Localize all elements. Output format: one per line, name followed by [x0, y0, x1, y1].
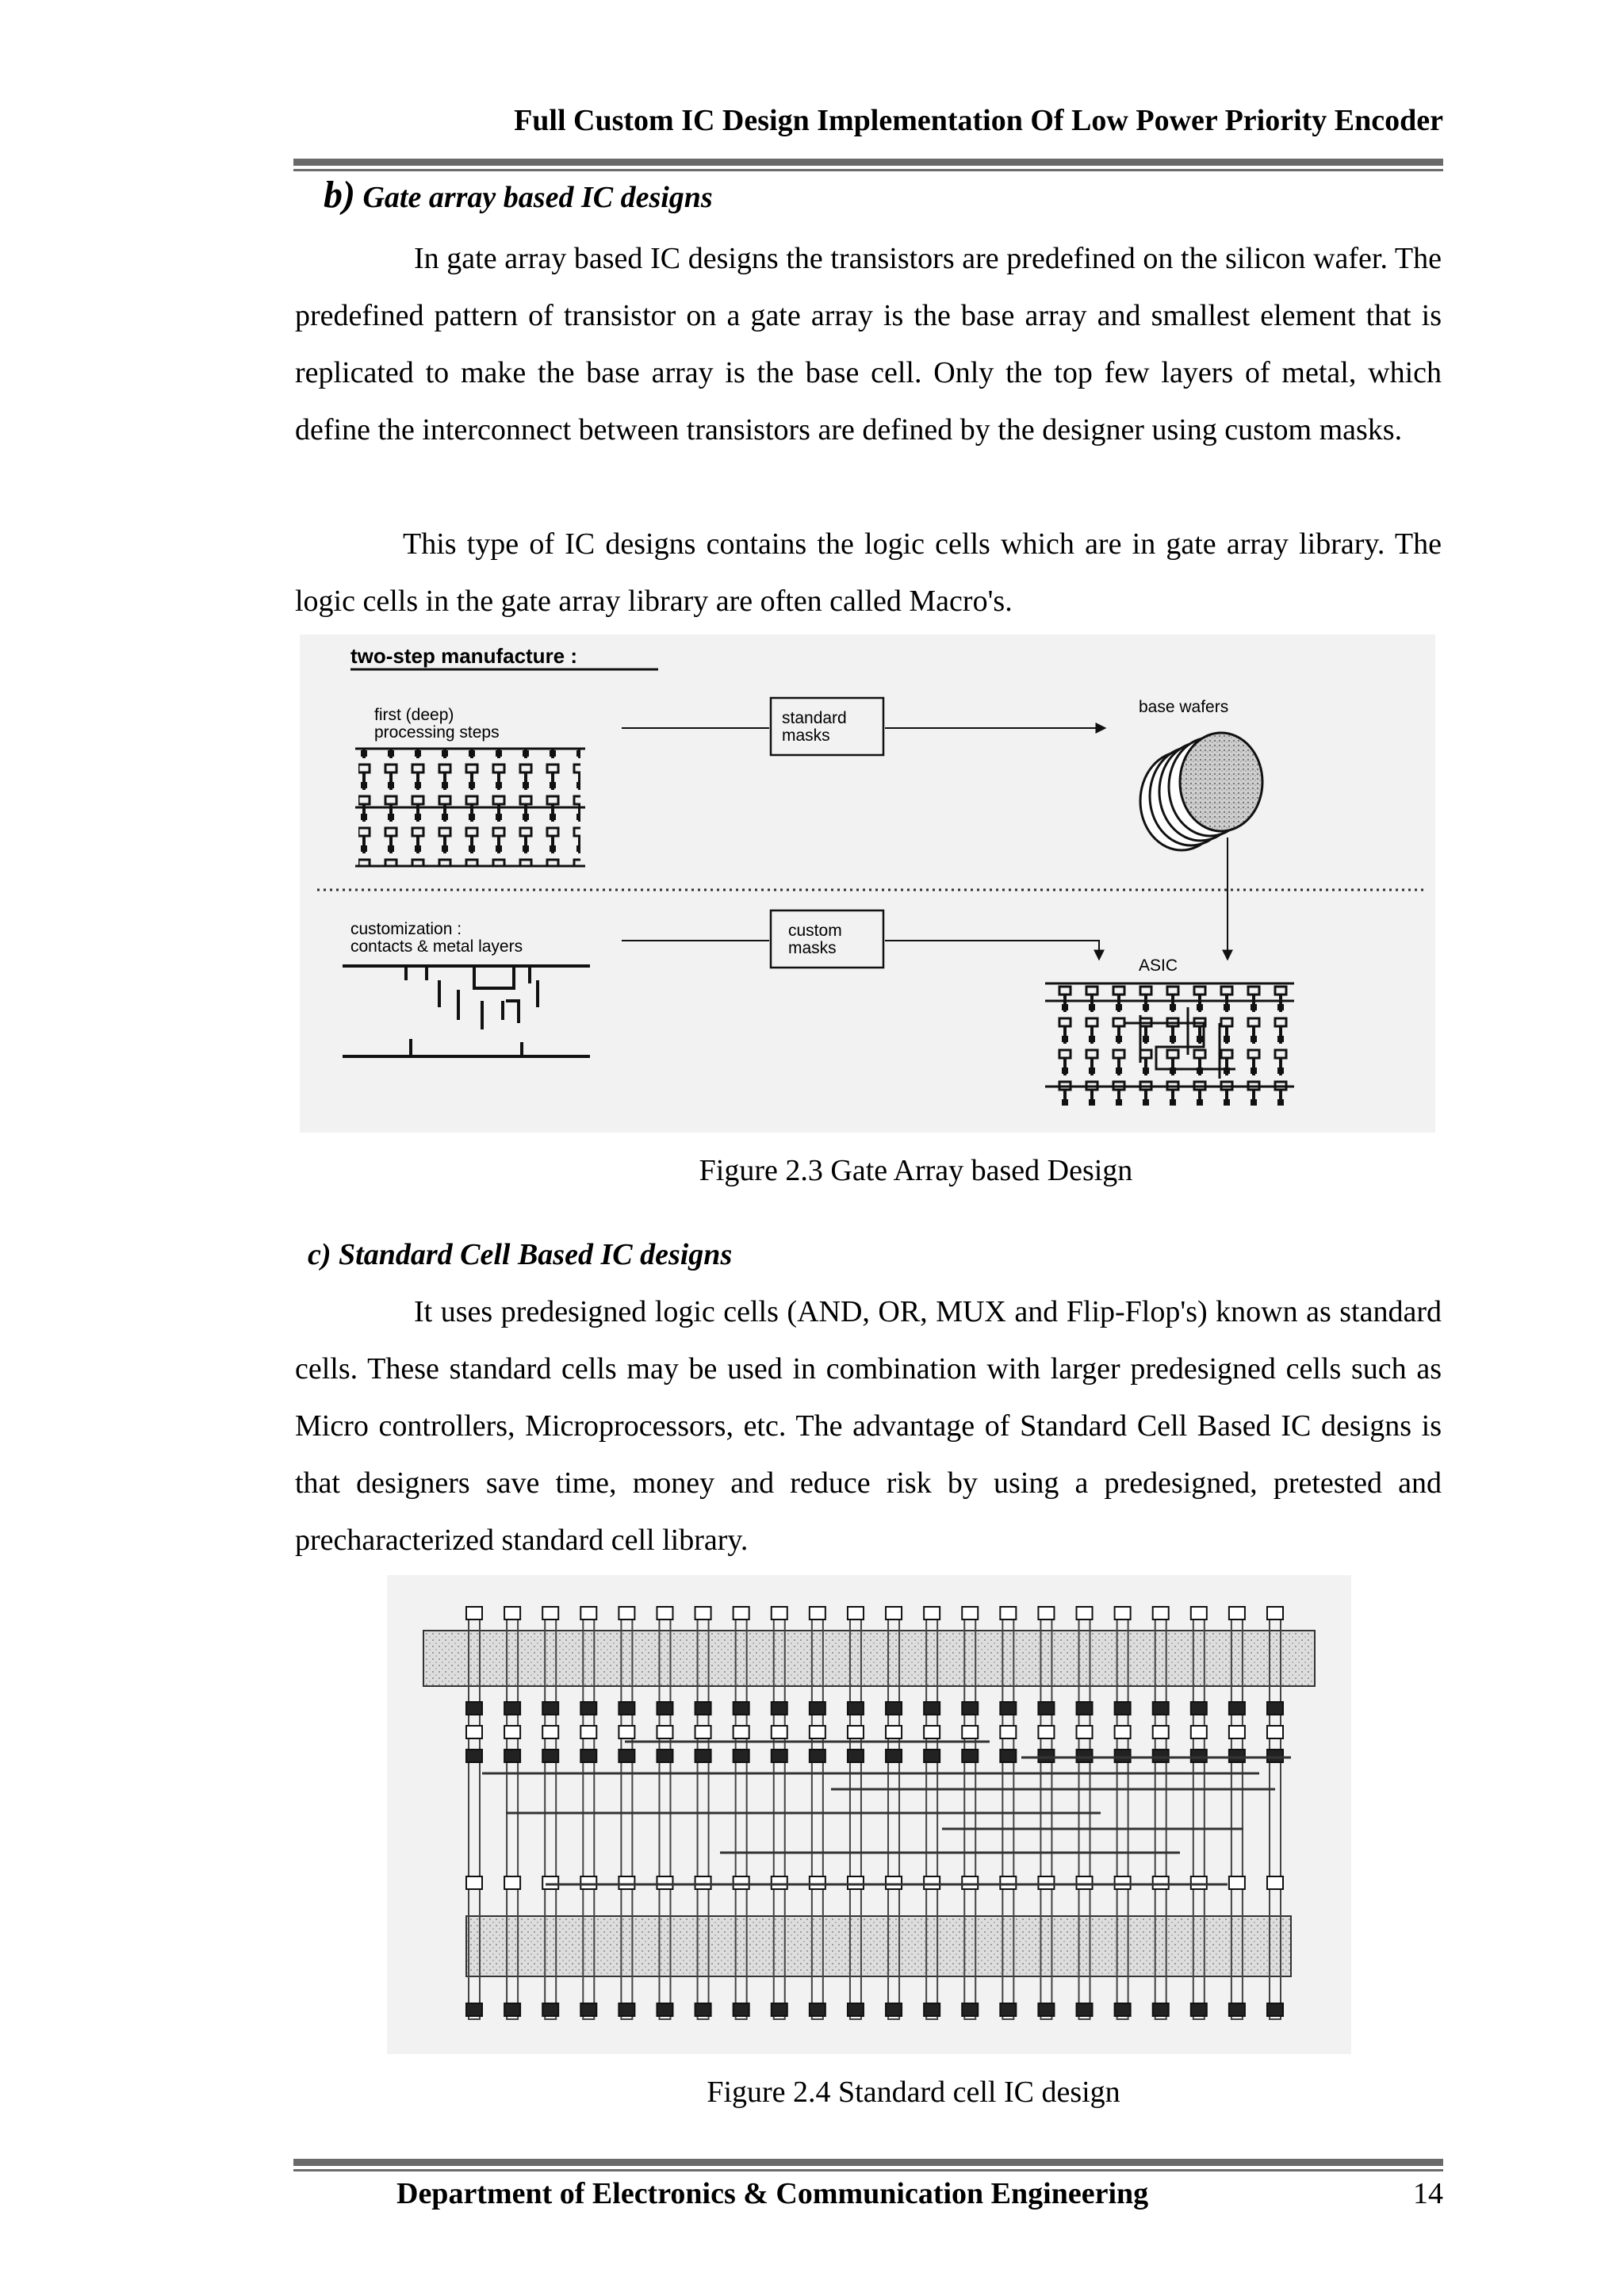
- contact-square: [1267, 1702, 1283, 1715]
- contact-square: [1038, 1750, 1054, 1762]
- contact-square: [1077, 2003, 1093, 2016]
- contact-square: [1267, 1726, 1283, 1738]
- power-rail-bottom: [466, 1916, 1291, 1976]
- contact-square: [1267, 1876, 1283, 1889]
- contact-square: [695, 1702, 711, 1715]
- figure-2-4-caption: Figure 2.4 Standard cell IC design: [707, 2076, 1120, 2109]
- contact-square: [733, 1750, 749, 1762]
- contact-square: [1191, 1607, 1207, 1619]
- contact-square: [1229, 1876, 1245, 1889]
- contact-square: [886, 1750, 902, 1762]
- contact-square: [962, 1726, 978, 1738]
- power-rail-top: [423, 1631, 1315, 1686]
- contact-square: [810, 1876, 825, 1889]
- contact-square: [1077, 1702, 1093, 1715]
- contact-square: [1077, 1876, 1093, 1889]
- label-two-step: two-step manufacture :: [350, 644, 578, 668]
- footer-rule-thick: [293, 2159, 1443, 2166]
- contact-square: [504, 1702, 520, 1715]
- contact-square: [810, 1607, 825, 1619]
- contact-square: [1077, 1607, 1093, 1619]
- contact-square: [772, 1702, 787, 1715]
- contact-square: [886, 2003, 902, 2016]
- contact-square: [657, 1726, 672, 1738]
- contact-square: [886, 1876, 902, 1889]
- contact-square: [542, 2003, 558, 2016]
- figure-2-3-gate-array-diagram: [300, 634, 1435, 1133]
- contact-square: [657, 2003, 672, 2016]
- running-header: Full Custom IC Design Implementation Of Low Power Priority Encoder: [514, 104, 1443, 137]
- header-rule-thin: [293, 169, 1443, 171]
- contact-square: [580, 1876, 596, 1889]
- contact-square: [619, 1876, 634, 1889]
- contact-square: [1000, 1876, 1016, 1889]
- contact-square: [848, 1726, 864, 1738]
- contact-square: [962, 1607, 978, 1619]
- label-standard-masks-2: masks: [782, 726, 830, 745]
- contact-square: [1000, 1607, 1016, 1619]
- contact-square: [695, 1876, 711, 1889]
- contact-square: [772, 2003, 787, 2016]
- base-transistor-array: [355, 749, 585, 866]
- contact-square: [962, 2003, 978, 2016]
- section-c-heading: c) Standard Cell Based IC designs: [308, 1238, 733, 1271]
- contact-square: [466, 1702, 482, 1715]
- contact-square: [657, 1750, 672, 1762]
- contact-square: [733, 1876, 749, 1889]
- contact-square: [810, 1750, 825, 1762]
- contact-square: [619, 1607, 634, 1619]
- contact-square: [1153, 1607, 1169, 1619]
- contact-square: [1115, 1726, 1131, 1738]
- contact-square: [848, 1702, 864, 1715]
- contact-square: [504, 1607, 520, 1619]
- contact-square: [1229, 1702, 1245, 1715]
- contact-square: [542, 1702, 558, 1715]
- contact-square: [1000, 1750, 1016, 1762]
- contact-square: [1153, 1750, 1169, 1762]
- contact-square: [1191, 2003, 1207, 2016]
- contact-square: [924, 1726, 940, 1738]
- contact-square: [772, 1726, 787, 1738]
- contact-square: [1115, 2003, 1131, 2016]
- contact-square: [580, 2003, 596, 2016]
- contact-square: [466, 1726, 482, 1738]
- contact-square: [848, 2003, 864, 2016]
- label-first-steps-2: processing steps: [374, 723, 500, 742]
- contact-square: [466, 2003, 482, 2016]
- contact-square: [1229, 1726, 1245, 1738]
- label-customization-2: contacts & metal layers: [350, 937, 523, 956]
- contact-square: [733, 1726, 749, 1738]
- arrow-custom-to-asic: [885, 941, 1099, 960]
- contact-square: [924, 1702, 940, 1715]
- contact-square: [1000, 1702, 1016, 1715]
- contact-square: [619, 1726, 634, 1738]
- contact-square: [1191, 1750, 1207, 1762]
- label-custom-masks-2: masks: [788, 939, 837, 957]
- contact-square: [504, 1750, 520, 1762]
- contact-square: [504, 2003, 520, 2016]
- contact-square: [1038, 1607, 1054, 1619]
- contact-square: [1153, 2003, 1169, 2016]
- contact-square: [466, 1750, 482, 1762]
- contact-square: [1077, 1750, 1093, 1762]
- figure-2-4-standard-cell-layout: [387, 1575, 1351, 2054]
- contact-square: [733, 1607, 749, 1619]
- contact-square: [1000, 1726, 1016, 1738]
- page-number: 14: [1413, 2177, 1443, 2210]
- contact-square: [695, 1750, 711, 1762]
- contact-square: [1115, 1702, 1131, 1715]
- contact-square: [542, 1607, 558, 1619]
- section-c-paragraph-1: It uses predesigned logic cells (AND, OR, MUX and Flip-Flop's) known as standard cells. These standard cells may be used in combination with larger predesigned cells such as Micro controllers, Microprocessors, etc. The advantage of Standard Cell Based IC designs is that designers save time, money and reduce risk by using a predesigned, pretested and precharacterized standard cell library.: [295, 1295, 1442, 1557]
- contact-square: [580, 1702, 596, 1715]
- label-custom-masks-1: custom: [788, 922, 842, 940]
- contact-square: [886, 1726, 902, 1738]
- contact-square: [962, 1876, 978, 1889]
- contact-square: [1229, 1607, 1245, 1619]
- header-rule-thick: [293, 159, 1443, 166]
- contact-square: [695, 2003, 711, 2016]
- contact-square: [1115, 1750, 1131, 1762]
- contact-square: [1229, 1750, 1245, 1762]
- contact-square: [1115, 1607, 1131, 1619]
- contact-square: [772, 1750, 787, 1762]
- contact-square: [619, 2003, 634, 2016]
- contact-square: [580, 1607, 596, 1619]
- contact-square: [772, 1876, 787, 1889]
- section-b-paragraph-2: This type of IC designs contains the logic cells which are in gate array library. The logic cells in the gate array library are often called Macro's.: [295, 527, 1442, 618]
- contact-square: [924, 2003, 940, 2016]
- contact-square: [657, 1702, 672, 1715]
- contact-square: [1267, 2003, 1283, 2016]
- contact-square: [542, 1726, 558, 1738]
- contact-square: [810, 2003, 825, 2016]
- contact-square: [962, 1702, 978, 1715]
- figure-2-3-caption: Figure 2.3 Gate Array based Design: [699, 1154, 1133, 1187]
- contact-square: [1153, 1876, 1169, 1889]
- contact-square: [695, 1607, 711, 1619]
- contact-square: [466, 1876, 482, 1889]
- contact-square: [772, 1607, 787, 1619]
- contact-square: [886, 1607, 902, 1619]
- section-b-paragraph-1: In gate array based IC designs the transistors are predefined on the silicon wafer. The predefined pattern of transistor on a gate array is the base array and smallest element that is replicated to make the base array is the base cell. Only the top few layers of metal, which define the interconnect between transistors are defined by the designer using custom masks.: [295, 242, 1442, 447]
- base-wafers-stack: [1140, 733, 1262, 850]
- contact-square: [580, 1750, 596, 1762]
- contact-square: [1038, 1726, 1054, 1738]
- contact-square: [695, 1726, 711, 1738]
- contact-square: [962, 1750, 978, 1762]
- contact-square: [1267, 1607, 1283, 1619]
- contact-square: [619, 1702, 634, 1715]
- section-b-letter: b): [324, 174, 355, 216]
- contact-square: [1191, 1876, 1207, 1889]
- contact-square: [1038, 1702, 1054, 1715]
- contact-square: [848, 1607, 864, 1619]
- contact-square: [1191, 1726, 1207, 1738]
- contact-square: [810, 1702, 825, 1715]
- label-customization-1: customization :: [350, 920, 462, 938]
- contact-square: [542, 1876, 558, 1889]
- contact-square: [1153, 1702, 1169, 1715]
- contact-square: [466, 1607, 482, 1619]
- contact-square: [1077, 1726, 1093, 1738]
- contact-square: [1000, 2003, 1016, 2016]
- contact-square: [848, 1750, 864, 1762]
- section-b-title: Gate array based IC designs: [362, 181, 713, 214]
- contact-square: [733, 1702, 749, 1715]
- contact-square: [1267, 1750, 1283, 1762]
- contact-square: [733, 2003, 749, 2016]
- label-first-steps-1: first (deep): [374, 706, 454, 724]
- asic-array: [1045, 983, 1294, 1106]
- contact-square: [542, 1750, 558, 1762]
- contact-square: [1191, 1702, 1207, 1715]
- contact-square: [1115, 1876, 1131, 1889]
- contact-square: [810, 1726, 825, 1738]
- footer-department: Department of Electronics & Communication Engineering: [396, 2177, 1149, 2210]
- contact-square: [1038, 1876, 1054, 1889]
- contact-square: [619, 1750, 634, 1762]
- contact-square: [886, 1702, 902, 1715]
- contact-square: [1038, 2003, 1054, 2016]
- contact-square: [924, 1607, 940, 1619]
- contact-square: [504, 1876, 520, 1889]
- contact-square: [848, 1876, 864, 1889]
- label-asic: ASIC: [1139, 956, 1178, 975]
- contact-square: [657, 1876, 672, 1889]
- contact-square: [1229, 2003, 1245, 2016]
- contact-square: [580, 1726, 596, 1738]
- contact-square: [924, 1876, 940, 1889]
- contact-square: [504, 1726, 520, 1738]
- contact-square: [657, 1607, 672, 1619]
- label-base-wafers: base wafers: [1139, 698, 1229, 716]
- label-standard-masks-1: standard: [782, 709, 847, 727]
- section-b-heading: [324, 173, 713, 220]
- contact-square: [1153, 1726, 1169, 1738]
- metal-layer-pattern: [343, 966, 590, 1056]
- contact-square: [924, 1750, 940, 1762]
